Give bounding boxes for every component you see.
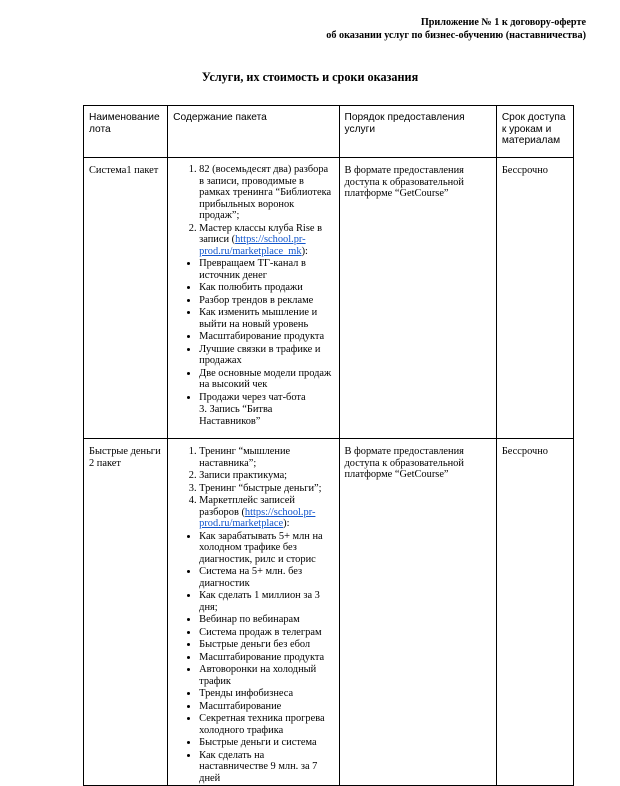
page-title: Услуги, их стоимость и сроки оказания bbox=[201, 70, 419, 84]
list-item: 3. Тренинг “быстрые деньги”; bbox=[199, 483, 335, 495]
list-item: 1. Тренинг “мышление наставника”; bbox=[199, 446, 335, 469]
header-cell: Порядок предоставления услуги bbox=[339, 106, 496, 158]
list-item: • Масштабирование продукта bbox=[199, 652, 335, 664]
list-item: 2. Мастер классы клуба Rise в записи (https://school.pr-prod.ru/marketplace_mk): bbox=[199, 223, 335, 258]
table-row bbox=[84, 158, 574, 439]
list-item: • Автоворонки на холодный трафик bbox=[199, 664, 335, 687]
list-item: • Секретная техника прогрева холодного трафика bbox=[199, 713, 335, 736]
delivery-cell: В формате предоставления доступа к образовательной платформе “GetCourse” bbox=[339, 439, 496, 786]
list-item: • Тренды инфобизнеса bbox=[199, 688, 335, 700]
delivery-cell: В формате предоставления доступа к образовательной платформе “GetCourse” bbox=[339, 158, 496, 439]
appendix-header bbox=[326, 17, 586, 42]
header-cell: Наименование лота bbox=[84, 106, 168, 158]
list-item: • Как сделать 1 миллион за 3 дня; bbox=[199, 590, 335, 613]
term-cell: Бессрочно bbox=[496, 439, 573, 786]
list-item: • Как полюбить продажи bbox=[199, 282, 335, 294]
list-item: 3. Запись “Битва Наставников” bbox=[199, 404, 273, 427]
appendix-line-1: Приложение № 1 к договору-оферте bbox=[420, 17, 586, 28]
list-item: • Масштабирование bbox=[199, 701, 335, 713]
marketplace-link[interactable]: https://school.pr-prod.ru/marketplace bbox=[199, 506, 316, 529]
list-item: • Как сделать на наставничестве 9 млн. за 7 дней bbox=[199, 750, 335, 785]
bullet-list bbox=[173, 531, 335, 785]
list-item: • Разбор трендов в рекламе bbox=[199, 295, 335, 307]
list-item: • Масштабирование продукта bbox=[199, 331, 335, 343]
numbered-list bbox=[173, 446, 335, 530]
numbered-list bbox=[173, 164, 335, 257]
list-item: • Как изменить мышление и выйти на новый уровень bbox=[199, 307, 335, 330]
list-item: • Быстрые деньги без ебол bbox=[199, 639, 335, 651]
list-item: • Превращаем ТГ-канал в источник денег bbox=[199, 258, 335, 281]
list-item: • Лучшие связки в трафике и продажах bbox=[199, 344, 335, 367]
package-content-cell bbox=[168, 158, 339, 439]
package-content-cell bbox=[168, 439, 339, 786]
lot-cell: Быстрые деньги 2 пакет bbox=[84, 439, 168, 786]
list-item: • Система продаж в телеграм bbox=[199, 627, 335, 639]
header-cell: Срок доступа к урокам и материалам bbox=[496, 106, 573, 158]
list-item: • Как зарабатывать 5+ млн на холодном трафике без диагностик, рилс и сторис bbox=[199, 531, 335, 566]
list-item: • Вебинар по вебинарам bbox=[199, 614, 335, 626]
list-item: • Система на 5+ млн. без диагностик bbox=[199, 566, 335, 589]
table-header-row bbox=[84, 106, 574, 158]
lot-cell: Система1 пакет bbox=[84, 158, 168, 439]
list-item: 1. 82 (восемьдесят два) разбора в записи, проводимые в рамках тренинга “Библиотека прибыльных воронок продаж”; bbox=[199, 164, 335, 222]
header-cell: Содержание пакета bbox=[168, 106, 339, 158]
list-item: 2. Записи практикума; bbox=[199, 470, 335, 482]
services-table bbox=[83, 105, 574, 786]
list-item: 4. Маркетплейс записей разборов (https://school.pr-prod.ru/marketplace): bbox=[199, 495, 335, 530]
list-item: • Быстрые деньги и система bbox=[199, 737, 335, 749]
bullet-list bbox=[173, 258, 335, 403]
term-cell: Бессрочно bbox=[496, 158, 573, 439]
appendix-line-2: об оказании услуг по бизнес-обучению (наставничества) bbox=[326, 29, 586, 41]
list-item: • Две основные модели продаж на высокий чек bbox=[199, 368, 335, 391]
list-item: • Продажи через чат-бота bbox=[199, 392, 335, 404]
marketplace-mk-link[interactable]: https://school.pr-prod.ru/marketplace_mk bbox=[199, 234, 306, 257]
table-row bbox=[84, 439, 574, 786]
